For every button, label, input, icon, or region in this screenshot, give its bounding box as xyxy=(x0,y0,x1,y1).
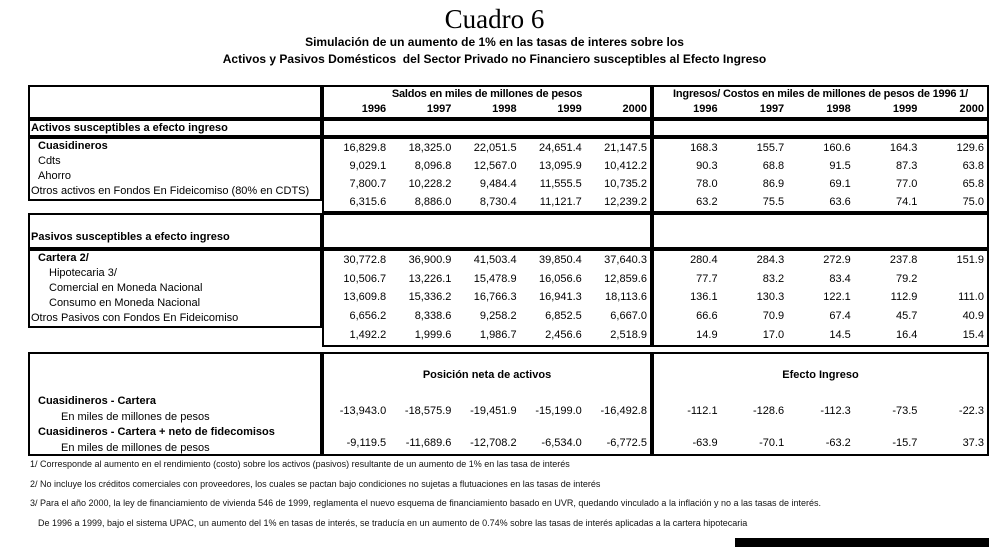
value-cell: 77.7 xyxy=(696,272,718,285)
value-cell: 18,113.6 xyxy=(604,291,647,304)
value-cell: 75.0 xyxy=(962,195,984,208)
value-cell: 2,456.6 xyxy=(545,329,582,342)
value-cell: 77.0 xyxy=(895,177,918,190)
summary-saldos xyxy=(322,352,652,456)
value-cell: 18,325.0 xyxy=(408,141,452,154)
value-cell: 75.5 xyxy=(762,195,785,208)
value-cell: 14.5 xyxy=(829,329,851,342)
value-cell: 1,986.7 xyxy=(479,329,517,342)
table-row xyxy=(324,272,650,287)
table-row xyxy=(654,309,987,324)
value-cell: 1998 xyxy=(826,102,851,115)
value-cell: 16,766.3 xyxy=(473,291,517,304)
value-cell: -112.1 xyxy=(687,405,718,417)
value-cell: 15,478.9 xyxy=(473,272,517,285)
saldos-years-row xyxy=(324,102,650,117)
value-cell: 10,412.2 xyxy=(604,159,647,172)
value-cell: 8,096.8 xyxy=(414,159,452,172)
pasivos-title-saldos-empty xyxy=(322,213,652,249)
ingresos-group-title: Ingresos/ Costos en miles de millones de pesos de 1996 1/ xyxy=(673,88,968,101)
efecto-ingreso-title: Efecto Ingreso xyxy=(782,369,859,381)
value-cell: 37,640.3 xyxy=(604,253,647,266)
table-row xyxy=(324,404,650,419)
row-label-comercial: Comercial en Moneda Nacional xyxy=(49,282,203,294)
value-cell: 9,029.1 xyxy=(349,159,387,172)
footnote-2: 2/ No incluye los créditos comerciales con proveedores, los cuales se pactan bajo condiciones no sujetas a flutuaciones en las tasas de interés xyxy=(30,478,601,489)
pasivos-ingresos-values xyxy=(652,249,989,347)
posicion-neta-title: Posición neta de activos xyxy=(422,369,552,381)
value-cell: 130.3 xyxy=(756,291,785,304)
value-cell: -6,772.5 xyxy=(606,437,647,449)
row-label-hipotecaria: Hipotecaria 3/ xyxy=(49,267,117,279)
value-cell: -128.6 xyxy=(752,405,785,417)
value-cell: 10,228.2 xyxy=(408,177,452,190)
value-cell: 1998 xyxy=(492,102,517,115)
value-cell xyxy=(920,272,987,287)
value-cell: 151.9 xyxy=(956,253,984,266)
activos-data-band xyxy=(28,137,989,213)
value-cell: 155.7 xyxy=(756,141,785,154)
value-cell: 79.2 xyxy=(895,272,918,285)
value-cell: 87.3 xyxy=(895,159,918,172)
table-row xyxy=(324,177,650,192)
value-cell: 284.3 xyxy=(756,253,785,266)
value-cell: 11,555.5 xyxy=(539,177,582,190)
value-cell: 9,258.2 xyxy=(479,310,517,323)
value-cell: -112.3 xyxy=(820,405,851,417)
activos-title-ingresos-empty xyxy=(652,119,989,137)
row-label-otros-activos: Otros activos en Fondos En Fideicomiso (80% en CDTS) xyxy=(31,185,310,197)
summary-sublabel-miles-pesos-1: En miles de millones de pesos xyxy=(61,410,210,423)
footnote-1: 1/ Corresponde al aumento en el rendimiento (costo) sobre los activos (pasivos) resultante de un aumento de 1% en las tasa de interés xyxy=(30,459,570,469)
value-cell: 86.9 xyxy=(762,177,785,190)
value-cell: 41,503.4 xyxy=(473,253,517,266)
value-cell: -19,451.9 xyxy=(470,405,517,417)
value-cell: 8,886.0 xyxy=(414,195,452,208)
bottom-black-bar xyxy=(735,538,989,547)
table-row xyxy=(654,290,987,305)
pasivos-title-band xyxy=(28,213,989,249)
value-cell: 136.1 xyxy=(690,291,718,304)
value-cell: 164.3 xyxy=(889,141,918,154)
pasivos-section-title: Pasivos susceptibles a efecto ingreso xyxy=(31,231,230,243)
row-label-cuasidineros: Cuasidineros xyxy=(38,140,108,152)
value-cell: 16,829.8 xyxy=(343,141,387,154)
table-row xyxy=(654,159,987,174)
value-cell: 13,609.8 xyxy=(343,291,387,304)
footnote-4: De 1996 a 1999, bajo el sistema UPAC, un aumento del 1% en tasas de interés, se traducía en un aumento de 0.74% sobre las tasas de interés aplicadas a la cartera hipotecaria xyxy=(38,517,748,528)
value-cell: 70.9 xyxy=(762,310,785,323)
value-cell: 11,121.7 xyxy=(539,195,582,208)
footnote-3: 3/ Para el año 2000, la ley de financiamiento de vivienda 546 de 1999, reglamenta el nuevo esquema de financiamiento basado en UVR, quedando vinculado a la inflación y no a las tasas de interés. xyxy=(30,498,822,508)
value-cell: 22,051.5 xyxy=(473,141,517,154)
row-label-consumo: Consumo en Moneda Nacional xyxy=(49,297,201,309)
value-cell: 129.6 xyxy=(956,141,984,154)
value-cell: 10,506.7 xyxy=(343,272,387,285)
value-cell: 15.4 xyxy=(962,329,984,342)
ingresos-years-row xyxy=(654,102,987,117)
summary-labels xyxy=(28,352,322,456)
summary-sublabel-miles-pesos-2: En miles de millones de pesos xyxy=(61,441,210,454)
value-cell: 69.1 xyxy=(829,177,851,190)
value-cell: 13,226.1 xyxy=(408,272,452,285)
value-cell: 1996 xyxy=(361,102,387,115)
value-cell: 83.2 xyxy=(762,272,785,285)
table-row xyxy=(654,328,987,343)
value-cell: 12,567.0 xyxy=(473,159,517,172)
value-cell: 74.1 xyxy=(895,195,918,208)
subtitle-line-1: Simulación de un aumento de 1% en las tasas de interes sobre los xyxy=(305,35,684,49)
value-cell: 12,239.2 xyxy=(604,195,647,208)
table-row xyxy=(654,195,987,210)
value-cell: 30,772.8 xyxy=(343,253,387,266)
value-cell: 111.0 xyxy=(958,291,984,304)
value-cell: 2000 xyxy=(959,102,984,115)
value-cell: -6,534.0 xyxy=(541,437,582,449)
summary-label-cuasidineros-cartera: Cuasidineros - Cartera xyxy=(38,395,156,407)
value-cell: -15,199.0 xyxy=(535,405,582,417)
value-cell: 66.6 xyxy=(696,310,718,323)
table-row xyxy=(324,436,650,451)
value-cell: 160.6 xyxy=(823,141,851,154)
value-cell: 14.9 xyxy=(696,329,718,342)
summary-band xyxy=(28,352,989,456)
value-cell: 168.3 xyxy=(690,141,718,154)
value-cell: 13,095.9 xyxy=(538,159,582,172)
value-cell: 65.8 xyxy=(962,177,984,190)
table-row xyxy=(654,404,987,419)
saldos-group-title: Saldos en miles de millones de pesos xyxy=(391,88,583,101)
value-cell: 1996 xyxy=(693,102,718,115)
subtitle-line-2: Activos y Pasivos Domésticos del Sector Privado no Financiero susceptibles al Efecto Ingreso xyxy=(222,52,767,66)
value-cell: 112.9 xyxy=(890,291,918,304)
value-cell: 1999 xyxy=(892,102,918,115)
page-title: Cuadro 6 xyxy=(444,4,545,34)
value-cell: 8,338.6 xyxy=(414,310,452,323)
value-cell: -9,119.5 xyxy=(346,437,387,449)
value-cell: 1,492.2 xyxy=(349,329,387,342)
value-cell: 1997 xyxy=(426,102,452,115)
value-cell: 8,730.4 xyxy=(479,195,517,208)
value-cell: 91.5 xyxy=(829,159,851,172)
value-cell: 16.4 xyxy=(895,329,918,342)
value-cell: 9,484.4 xyxy=(479,177,517,190)
value-cell: 36,900.9 xyxy=(408,253,452,266)
value-cell: -70.1 xyxy=(759,437,785,449)
title-block xyxy=(0,4,989,68)
activos-labels xyxy=(28,137,322,201)
value-cell: 6,852.5 xyxy=(545,310,582,323)
value-cell: -63.2 xyxy=(825,437,851,449)
value-cell: 24,651.4 xyxy=(538,141,582,154)
value-cell: 2,518.9 xyxy=(610,329,647,342)
value-cell: 17.0 xyxy=(762,329,785,342)
footnotes-block xyxy=(30,459,980,537)
value-cell: 63.8 xyxy=(962,159,984,172)
activos-section-title: Activos susceptibles a efecto ingreso xyxy=(28,119,322,137)
value-cell: 45.7 xyxy=(895,310,918,323)
value-cell: -73.5 xyxy=(892,405,918,417)
value-cell: -11,689.6 xyxy=(405,437,452,449)
table-row xyxy=(324,141,650,156)
activos-ingresos-values xyxy=(652,137,989,213)
row-label-cartera: Cartera 2/ xyxy=(38,252,89,264)
value-cell: 68.8 xyxy=(762,159,785,172)
summary-ingresos xyxy=(652,352,989,456)
value-cell: 15,336.2 xyxy=(408,291,452,304)
value-cell: 78.0 xyxy=(696,177,718,190)
table-row xyxy=(654,272,987,287)
activos-title-band xyxy=(28,119,989,137)
ingresos-header xyxy=(652,85,989,119)
table-row xyxy=(654,253,987,268)
value-cell: 21,147.5 xyxy=(604,141,647,154)
value-cell: 7,800.7 xyxy=(349,177,387,190)
value-cell: 67.4 xyxy=(829,310,851,323)
value-cell: 63.6 xyxy=(829,195,851,208)
value-cell: 1,999.6 xyxy=(414,329,452,342)
value-cell: 16,056.6 xyxy=(538,272,582,285)
value-cell: 6,315.6 xyxy=(349,195,387,208)
value-cell: 280.4 xyxy=(690,253,718,266)
table-row xyxy=(324,309,650,324)
header-label-cell-empty xyxy=(28,85,322,119)
value-cell: -12,708.2 xyxy=(470,437,517,449)
activos-saldos-values xyxy=(322,137,652,213)
value-cell: 83.4 xyxy=(829,272,851,285)
value-cell: 16,941.3 xyxy=(538,291,582,304)
pasivos-saldos-values xyxy=(322,249,652,347)
row-label-cdts: Cdts xyxy=(38,155,61,167)
table-row xyxy=(654,177,987,192)
pasivos-labels xyxy=(28,249,322,328)
value-cell: -18,575.9 xyxy=(404,405,452,417)
table-row xyxy=(654,436,987,451)
value-cell: -13,943.0 xyxy=(339,405,387,417)
value-cell: 37.3 xyxy=(962,437,984,449)
value-cell: 272.9 xyxy=(823,253,851,266)
row-label-otros-pasivos: Otros Pasivos con Fondos En Fideicomiso xyxy=(31,312,239,324)
table-row xyxy=(324,195,650,210)
value-cell: 63.2 xyxy=(696,195,718,208)
table-row xyxy=(654,141,987,156)
table-row xyxy=(324,328,650,343)
summary-label-cuasidineros-cartera-neto: Cuasidineros - Cartera + neto de fidecomisos xyxy=(38,426,275,438)
value-cell: -15.7 xyxy=(892,437,918,449)
saldos-header xyxy=(322,85,652,119)
value-cell: 40.9 xyxy=(962,310,984,323)
value-cell: 10,735.2 xyxy=(604,177,647,190)
table-row xyxy=(324,290,650,305)
header-band xyxy=(28,85,989,119)
row-label-ahorro: Ahorro xyxy=(38,170,72,182)
value-cell: 90.3 xyxy=(696,159,718,172)
value-cell: 6,656.2 xyxy=(349,310,387,323)
value-cell: 39,850.4 xyxy=(538,253,582,266)
value-cell: 12,859.6 xyxy=(604,272,647,285)
pasivos-data-band xyxy=(28,249,989,347)
table-row xyxy=(324,253,650,268)
value-cell: 122.1 xyxy=(823,291,851,304)
value-cell: 2000 xyxy=(622,102,647,115)
data-table xyxy=(28,85,989,456)
value-cell: 1999 xyxy=(557,102,582,115)
table-row xyxy=(324,159,650,174)
value-cell: -63.9 xyxy=(692,437,718,449)
value-cell: 1997 xyxy=(759,102,785,115)
activos-title-saldos-empty xyxy=(322,119,652,137)
value-cell: -22.3 xyxy=(958,405,984,417)
value-cell: 237.8 xyxy=(889,253,918,266)
value-cell: -16,492.8 xyxy=(600,405,647,417)
pasivos-title-ingresos-empty xyxy=(652,213,989,249)
value-cell: 6,667.0 xyxy=(610,310,647,323)
